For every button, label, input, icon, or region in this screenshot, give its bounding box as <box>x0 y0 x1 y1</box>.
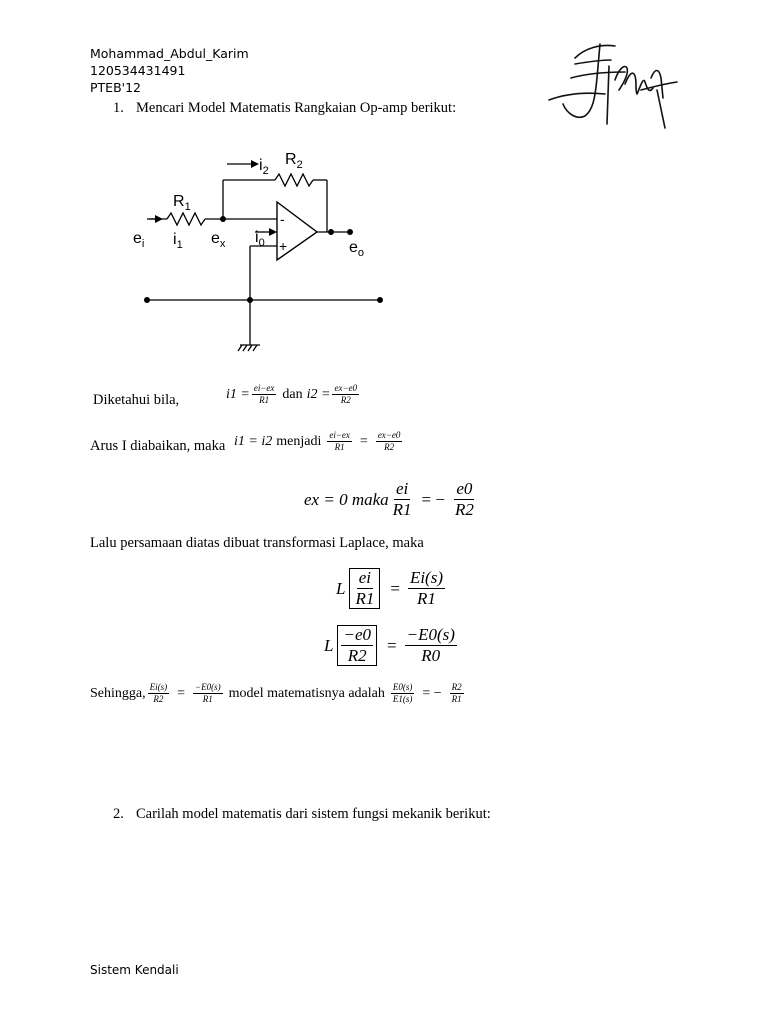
label-r2: $R_2$ <box>285 151 303 171</box>
label-i2: $i_2$ <box>259 157 269 177</box>
class-label: PTEB'12 <box>90 80 141 95</box>
q1-number: 1. <box>113 100 124 116</box>
label-minus: - <box>280 211 285 227</box>
op-amp-circuit-diagram <box>95 140 415 365</box>
label-r1: $R_1$ <box>173 193 191 213</box>
resistor-r2 <box>275 174 313 186</box>
label-i0: $i_0$ <box>255 229 265 249</box>
student-id: 120534431491 <box>90 63 186 78</box>
node-output <box>347 229 353 235</box>
equation-i1-i2: i1 = $\frac{ei-ex}{R1}$ dan i2 = $\frac{ex-e0}{R2}$ <box>226 383 358 405</box>
q2-title: Carilah model matematis dari sistem fungsi mekanik berikut: <box>136 806 491 822</box>
q1-title: Mencari Model Matematis Rangkaian Op-amp berikut: <box>136 100 457 116</box>
diketahui-text: Diketahui bila, <box>93 392 180 408</box>
node-ex <box>220 216 226 222</box>
equation-laplace-1: L $\frac{ei}{R1}$ = $\frac{Ei(s)}{R1}$ <box>336 568 443 608</box>
resistor-r1 <box>167 213 205 225</box>
equation-i1-equals-i2: i1 = i2 menjadi $\frac{ei-ex}{R1}$ = $\frac{ex-e0}{R2}$ <box>234 430 401 452</box>
author-name: Mohammad_Abdul_Karim <box>90 46 249 61</box>
q2-number: 2. <box>113 806 124 822</box>
node-eo <box>328 229 334 235</box>
laplace-text: Lalu persamaan diatas dibuat transformasi Laplace, maka <box>90 535 424 551</box>
signature <box>545 38 685 130</box>
equation-sehingga: Sehingga, $\frac{Ei(s)}{R2}$ = $\frac{-E0(s)}{R1}$ model matematisnya adalah $\frac{E0(s)}{E1(s)}$ = − $\frac{R2}{R1}$ <box>90 682 462 704</box>
footer-course: Sistem Kendali <box>90 963 179 977</box>
label-eo: $e_o$ <box>349 239 365 259</box>
equation-ex-zero: ex = 0 maka $\frac{ei}{R1}$ = − $\frac{e0}{R2}$ <box>304 479 474 519</box>
label-ex: $e_x$ <box>211 230 226 250</box>
node-ground-mid <box>247 297 253 303</box>
label-plus: + <box>279 238 288 254</box>
label-ei: $e_i$ <box>133 230 145 250</box>
arus-text: Arus I diabaikan, maka <box>90 438 226 454</box>
node-ground-right <box>377 297 383 303</box>
equation-laplace-2: L $\frac{-e0}{R2}$ = $\frac{-E0(s)}{R0}$ <box>324 625 455 665</box>
label-i1: $i_1$ <box>173 231 183 251</box>
node-ground-left <box>144 297 150 303</box>
